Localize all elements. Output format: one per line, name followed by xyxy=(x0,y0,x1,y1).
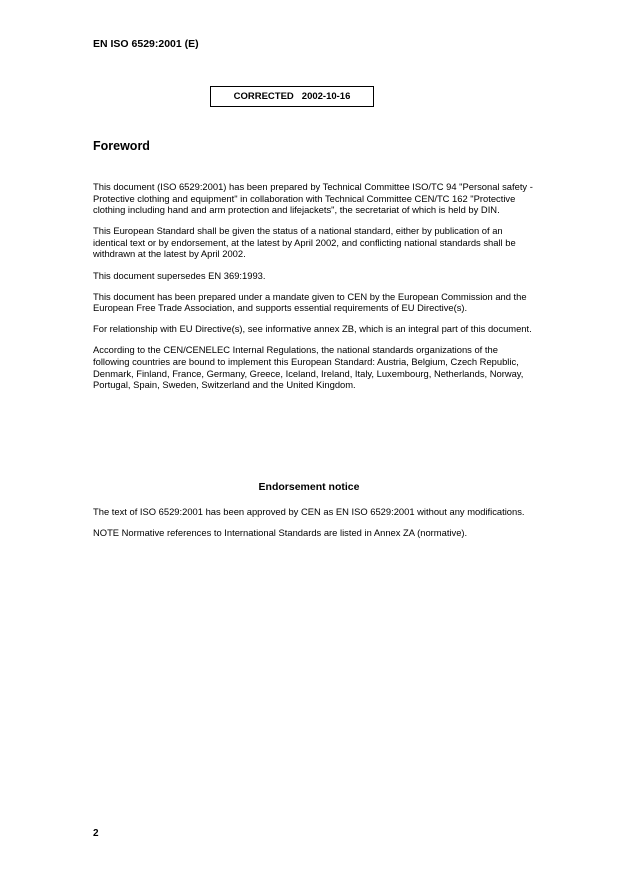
endorsement-paragraph: The text of ISO 6529:2001 has been approved by CEN as EN ISO 6529:2001 without any modifications. xyxy=(93,506,525,517)
foreword-heading: Foreword xyxy=(93,139,150,153)
endorsement-note: NOTE Normative references to International Standards are listed in Annex ZA (normative). xyxy=(93,527,468,539)
foreword-paragraph-4: This document has been prepared under a mandate given to CEN by the European Commission and the European Free Trade Association, and supports essential requirements of EU Directive(s). xyxy=(93,290,527,314)
foreword-paragraph-6: According to the CEN/CENELEC Internal Regulations, the national standards organizations of the following countries are bound to implement this European Standard: Austria, Belgium, Czech Republic, Denmark, Finland, France, Germany, Greece, Iceland, Ireland, Italy, Luxembourg, Netherlands, Norway, Portugal, Spain, Sweden, Switzerland and the United Kingdom. xyxy=(93,344,524,391)
page-number: 2 xyxy=(93,828,99,839)
corrected-date: 2002-10-16 xyxy=(301,91,351,102)
endorsement-heading: Endorsement notice xyxy=(258,481,360,493)
corrected-label: CORRECTED xyxy=(233,91,294,102)
foreword-body xyxy=(93,181,533,400)
foreword-paragraph-2: This European Standard shall be given the status of a national standard, either by publication of an identical text or by endorsement, at the latest by April 2002, and conflicting national standards shall be withdrawn at the latest by April 2002. xyxy=(93,225,516,260)
foreword-paragraph-5: For relationship with EU Directive(s), see informative annex ZB, which is an integral part of this document. xyxy=(93,323,532,335)
foreword-paragraph-3: This document supersedes EN 369:1993. xyxy=(93,269,266,281)
foreword-paragraph-1: This document (ISO 6529:2001) has been prepared by Technical Committee ISO/TC 94 "Personal safety - Protective clothing and equipment" in collaboration with Technical Committee CEN/TC 162 "Protective clothing including hand and arm protection and lifejackets", the secretariat of which is held by DIN. xyxy=(93,181,533,216)
corrected-notice-box xyxy=(210,86,374,107)
endorsement-body xyxy=(93,506,533,548)
document-code: EN ISO 6529:2001 (E) xyxy=(93,38,199,50)
